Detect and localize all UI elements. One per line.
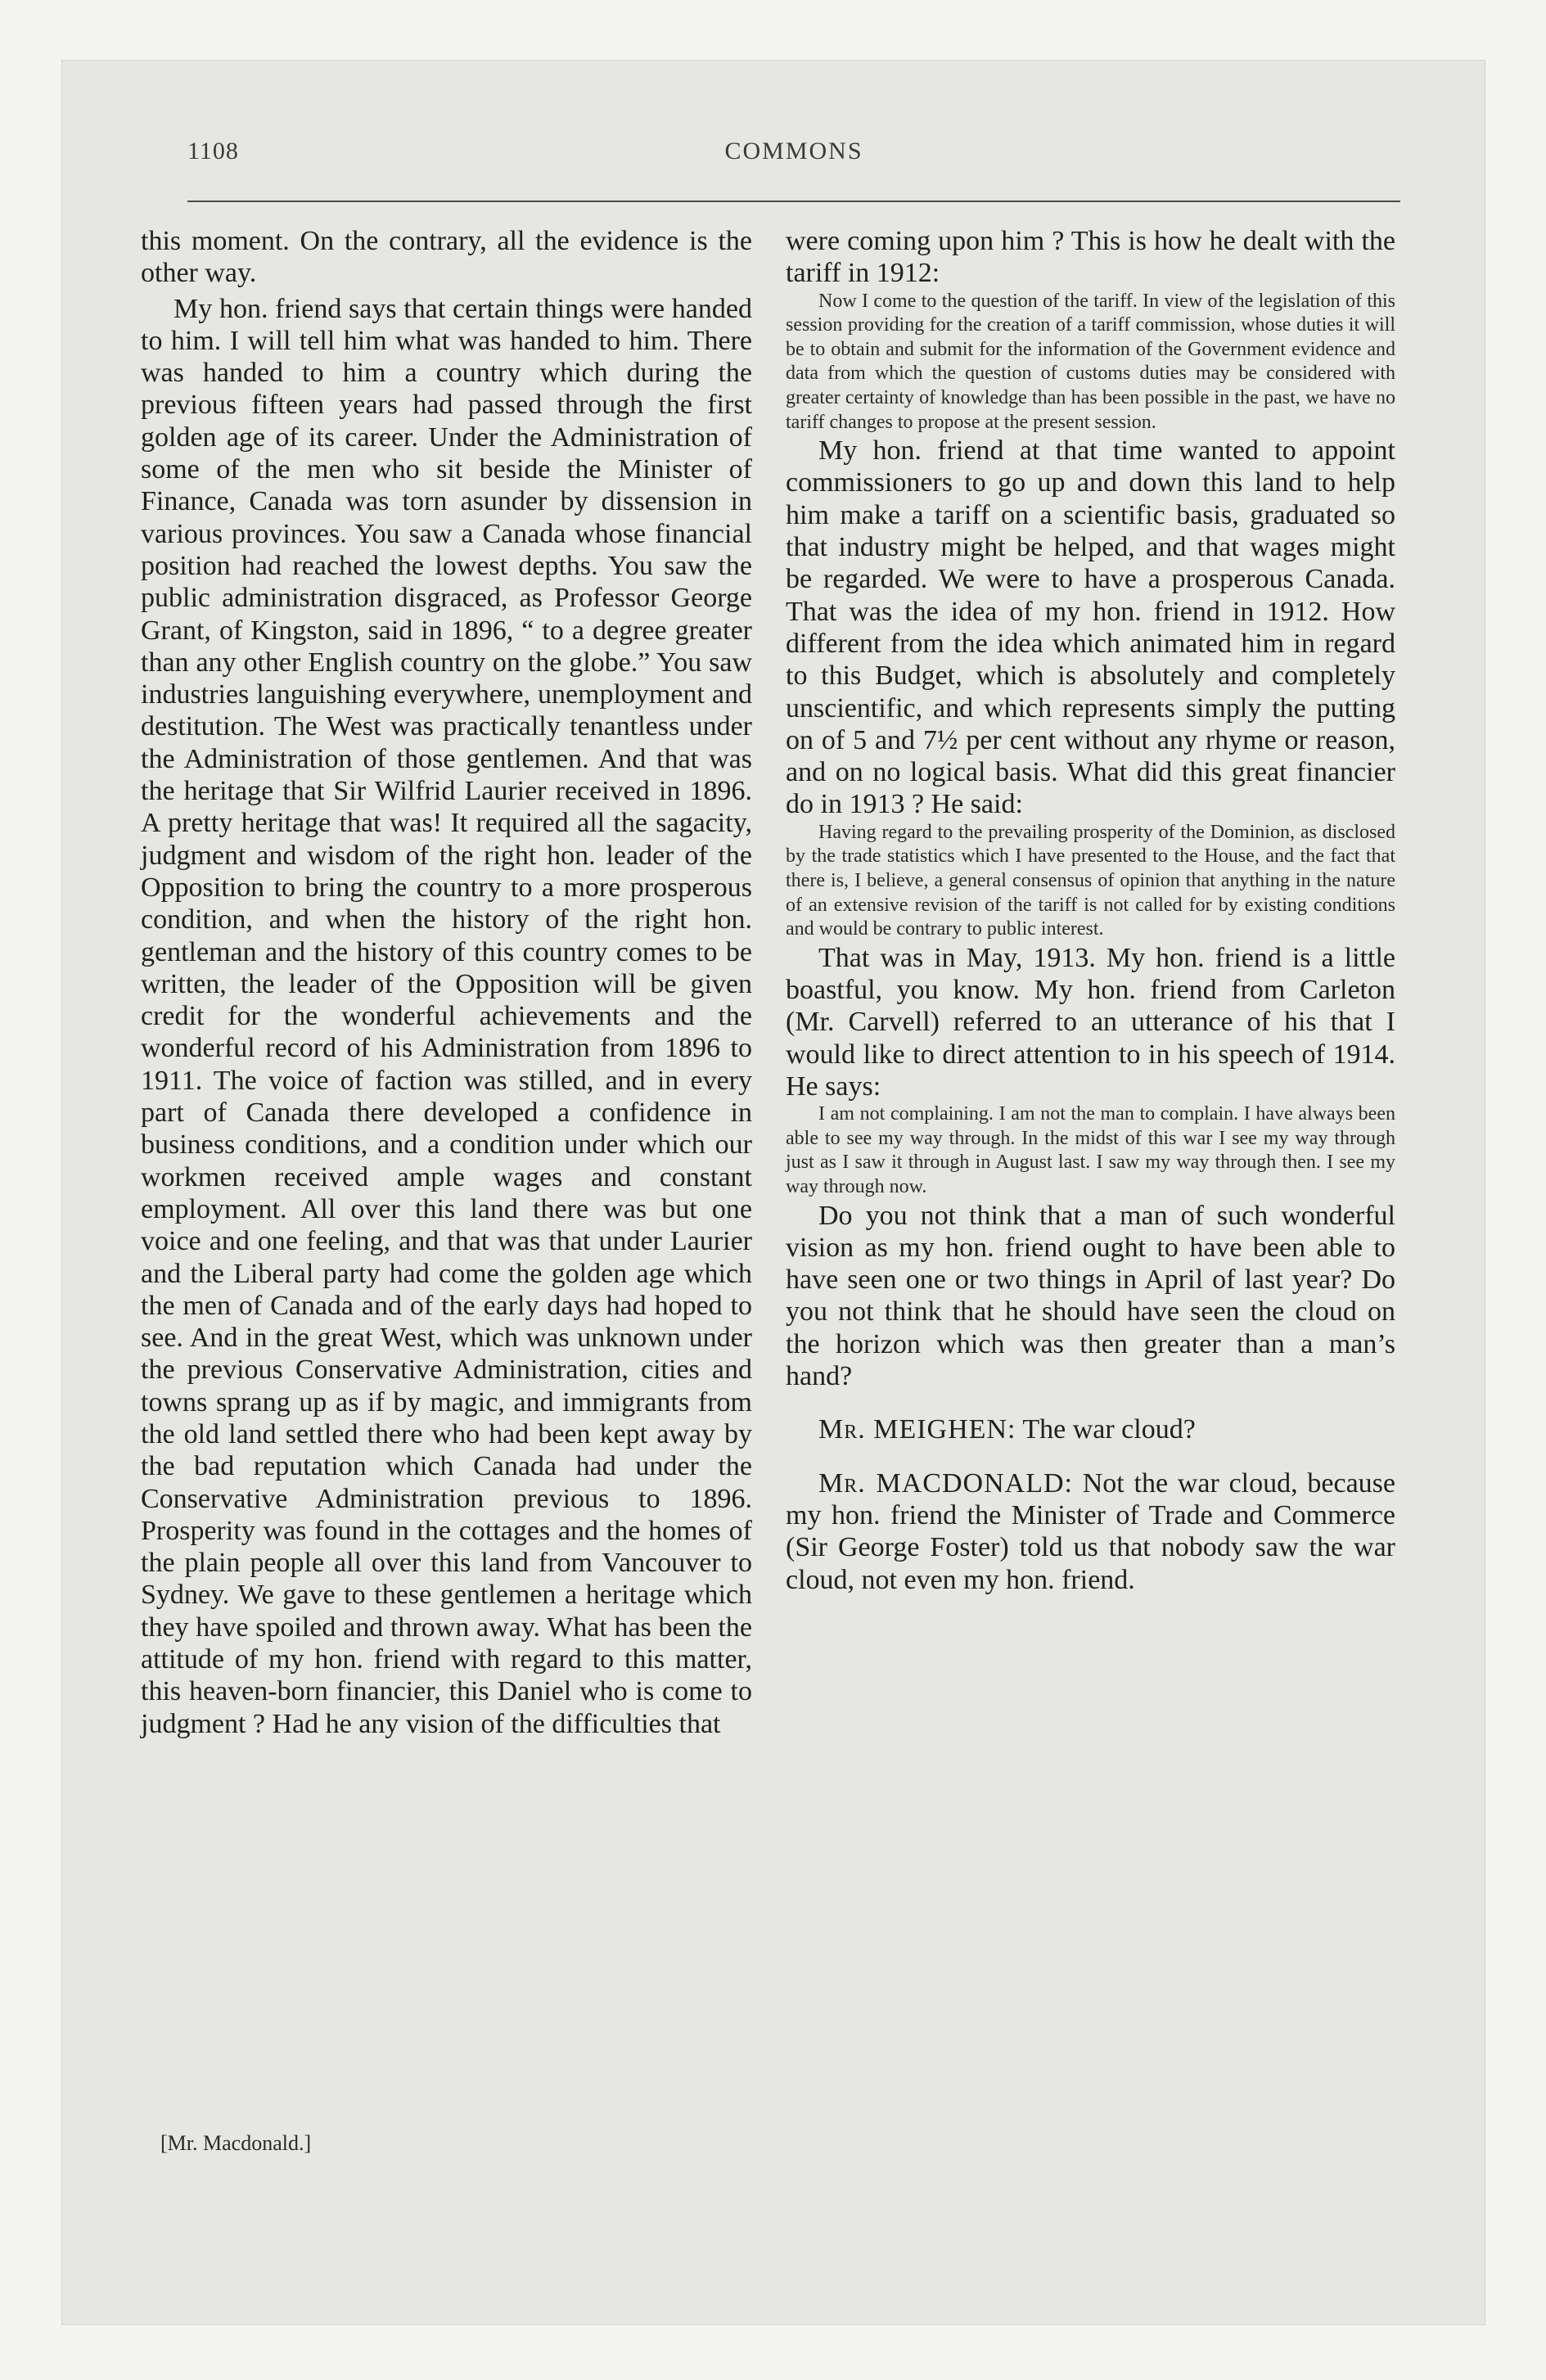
speaker-signature: [Mr. Macdonald.]: [160, 2131, 312, 2155]
block-quote: Having regard to the prevailing prosperity of the Dominion, as disclosed by the trade statistics which I have presented to the House, and the fact that there is, I believe, a general consensus of opinion that anything in the nature of an extensive revision of the tariff is not called for by existing conditions and would be contrary to public interest.: [786, 821, 1395, 940]
header-rule: [187, 201, 1400, 202]
speech-macdonald: [786, 1467, 1395, 1596]
page-number: 1108: [187, 137, 239, 165]
left-column: [141, 225, 752, 1740]
paragraph: this moment. On the contrary, all the evidence is the other way.: [141, 226, 752, 289]
running-head: COMMONS: [724, 137, 863, 165]
paragraph: Do you not think that a man of such wonderful vision as my hon. friend ought to have been able to have seen one or two things in April of last year? Do you not think that he should have seen the cloud on the horizon which was then greater than a man’s hand?: [786, 1200, 1395, 1392]
speech-meighen: [786, 1413, 1395, 1445]
block-quote: Now I come to the question of the tariff. In view of the legislation of this session providing for the creation of a tariff commission, whose duties it will be to obtain and submit for the information of the Government evidence and data from which the question of customs duties may be considered with greater certainty of knowledge than has been possible in the past, we have no tariff changes to propose at the present session.: [786, 290, 1395, 433]
right-column: [786, 225, 1395, 1596]
speaker-name: Mr. MACDONALD:: [818, 1467, 1073, 1499]
paragraph: My hon. friend says that certain things were handed to him. I will tell him what was handed to him. There was handed to him a country which during the previous fifteen years had passed through the first golden age of its career. Under the Administration of some of the men who sit beside the Minister of Finance, Canada was torn asunder by dissension in various provinces. You saw a Canada whose financial position had reached the lowest depths. You saw the public administration disgraced, as Professor George Grant, of Kingston, said in 1896, “ to a degree greater than any other English country on the globe.” You saw industries languishing everywhere, unemployment and destitution. The West was practically tenantless under the Administration of those gentlemen. And that was the heritage that Sir Wilfrid Laurier received in 1896. A pretty heritage that was! It required all the sagacity, judgment and wisdom of the right hon. leader of the Opposition to bring the country to a more prosperous condition, and when the history of the right hon. gentleman and the history of this country comes to be written, the leader of the Opposition will be given credit for the wonderful achievements and the wonderful record of his Administration from 1896 to 1911. The voice of faction was stilled, and in every part of Canada there developed a confidence in business conditions, and a condition under which our workmen received ample wages and constant employment. All over this land there was but one voice and one feeling, and that was that under Laurier and the Liberal party had come the golden age which the men of Canada and of the early days had hoped to see. And in the great West, which was unknown under the previous Conservative Administration, cities and towns sprang up as if by magic, and immigrants from the old land settled there who had been kept away by the bad reputation which Canada had under the Conservative Administration previous to 1896. Prosperity was found in the cottages and the homes of the plain people all over this land from Vancouver to Sydney. We gave to these gentlemen a heritage which they have spoiled and thrown away. What has been the attitude of my hon. friend with regard to this matter, this heaven-born financier, this Daniel who is come to judgment ? Had he any vision of the difficulties that: [141, 293, 752, 1739]
speech-text: The war cloud?: [1022, 1414, 1196, 1445]
page-header: [187, 137, 1400, 178]
speech-text: Not the war cloud, because my hon. friend the Minister of Trade and Commerce (Sir George Foster) told us that nobody saw the war cloud, not even my hon. friend.: [786, 1467, 1396, 1595]
speaker-name: Mr. MEIGHEN:: [818, 1414, 1016, 1445]
paragraph: My hon. friend at that time wanted to appoint commissioners to go up and down this land to help him make a tariff on a scientific basis, graduated so that industry might be helped, and that wages might be regarded. We were to have a prosperous Canada. That was the idea of my hon. friend in 1912. How different from the idea which animated him in regard to this Budget, which is absolutely and completely unscientific, and which represents simply the putting on of 5 and 7½ per cent without any rhyme or reason, and on no logical basis. What did this great financier do in 1913 ? He said:: [786, 435, 1395, 820]
block-quote: I am not complaining. I am not the man to complain. I have always been able to see my way through. In the midst of this war I see my way through just as I saw it through in August last. I saw my way through then. I see my way through now.: [786, 1103, 1395, 1197]
paragraph: That was in May, 1913. My hon. friend is a little boastful, you know. My hon. friend from Carleton (Mr. Carvell) referred to an utterance of his that I would like to direct attention to in his speech of 1914. He says:: [786, 942, 1395, 1102]
paragraph: were coming upon him ? This is how he dealt with the tariff in 1912:: [786, 226, 1395, 289]
